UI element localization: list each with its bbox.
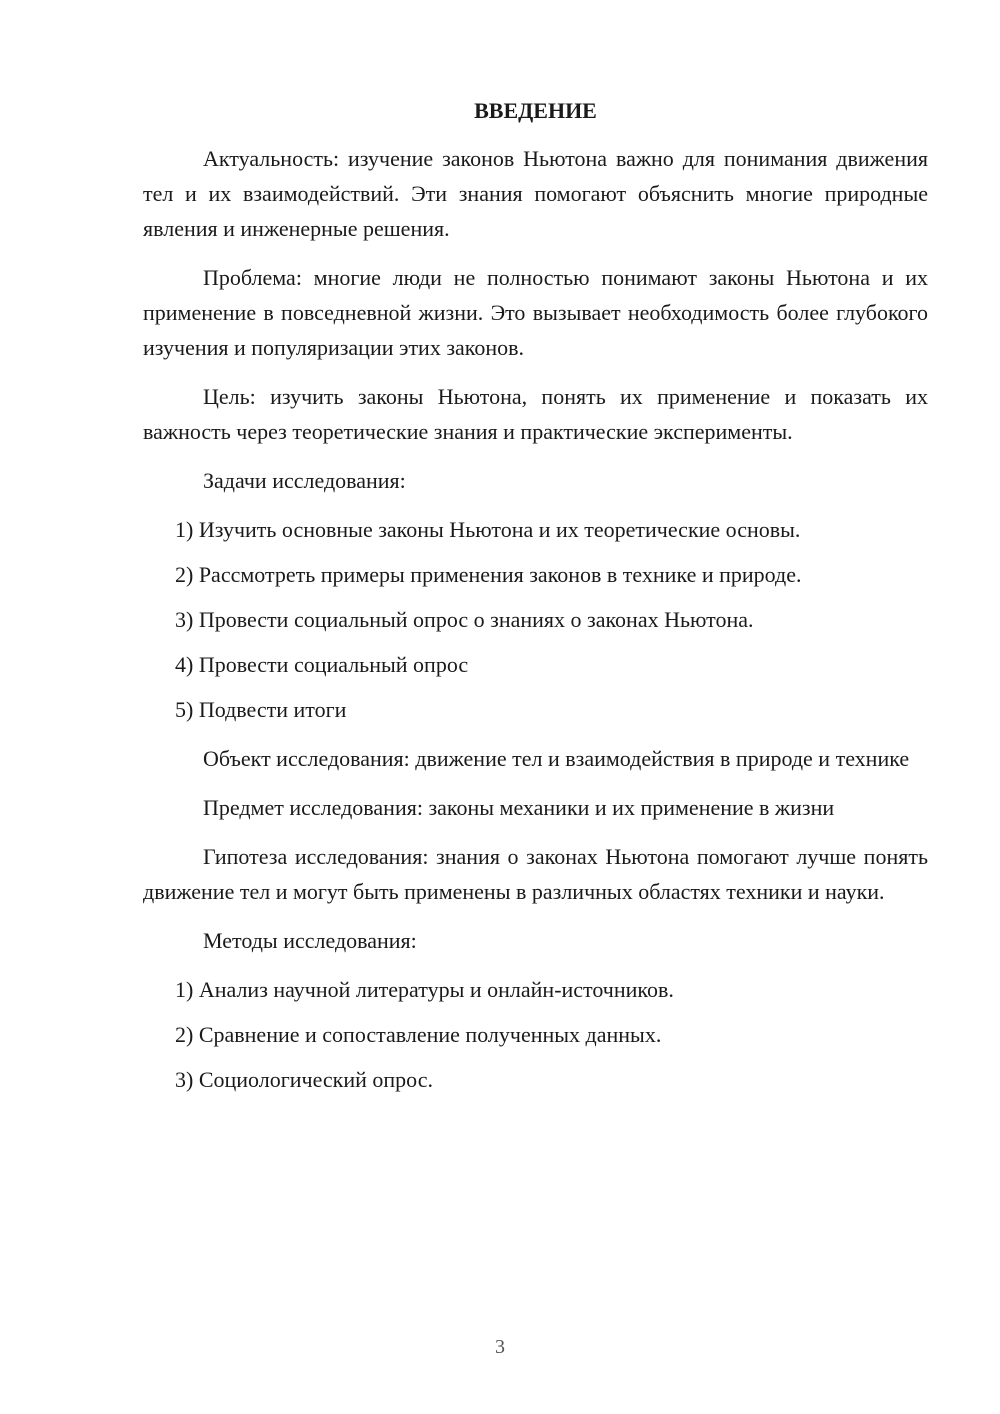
list-item: 5) Подвести итоги — [175, 697, 347, 722]
list-item: 3) Социологический опрос. — [175, 1067, 433, 1092]
goal-paragraph: Цель: изучить законы Ньютона, понять их применение и показать их важность через теоретические знания и практические эксперименты. — [143, 384, 928, 444]
methods-heading: Методы исследования: — [203, 928, 417, 953]
page-number: 3 — [495, 1336, 505, 1358]
tasks-heading: Задачи исследования: — [203, 468, 406, 493]
tasks-list — [143, 512, 928, 727]
list-item: 2) Сравнение и сопоставление полученных данных. — [175, 1022, 662, 1047]
section-title: ВВЕДЕНИЕ — [474, 98, 597, 123]
problem-paragraph: Проблема: многие люди не полностью понимают законы Ньютона и их применение в повседневной жизни. Это вызывает необходимость более глубокого изучения и популяризации этих законов. — [143, 265, 928, 360]
relevance-paragraph: Актуальность: изучение законов Ньютона важно для понимания движения тел и их взаимодействий. Эти знания помогают объяснить многие природные явления и инженерные решения. — [143, 146, 928, 241]
object-paragraph: Объект исследования: движение тел и взаимодействия в природе и технике — [203, 746, 910, 771]
list-item: 2) Рассмотреть примеры применения законов в технике и природе. — [175, 562, 802, 587]
list-item: 4) Провести социальный опрос — [175, 652, 469, 677]
list-item: 1) Изучить основные законы Ньютона и их теоретические основы. — [175, 517, 801, 542]
list-item: 3) Провести социальный опрос о знаниях о законах Ньютона. — [175, 607, 754, 632]
document-body — [143, 95, 928, 1107]
methods-list — [143, 972, 928, 1097]
subject-paragraph: Предмет исследования: законы механики и их применение в жизни — [203, 795, 835, 820]
list-item: 1) Анализ научной литературы и онлайн-источников. — [175, 977, 674, 1002]
hypothesis-paragraph: Гипотеза исследования: знания о законах Ньютона помогают лучше понять движение тел и могут быть применены в различных областях техники и науки. — [143, 844, 928, 904]
